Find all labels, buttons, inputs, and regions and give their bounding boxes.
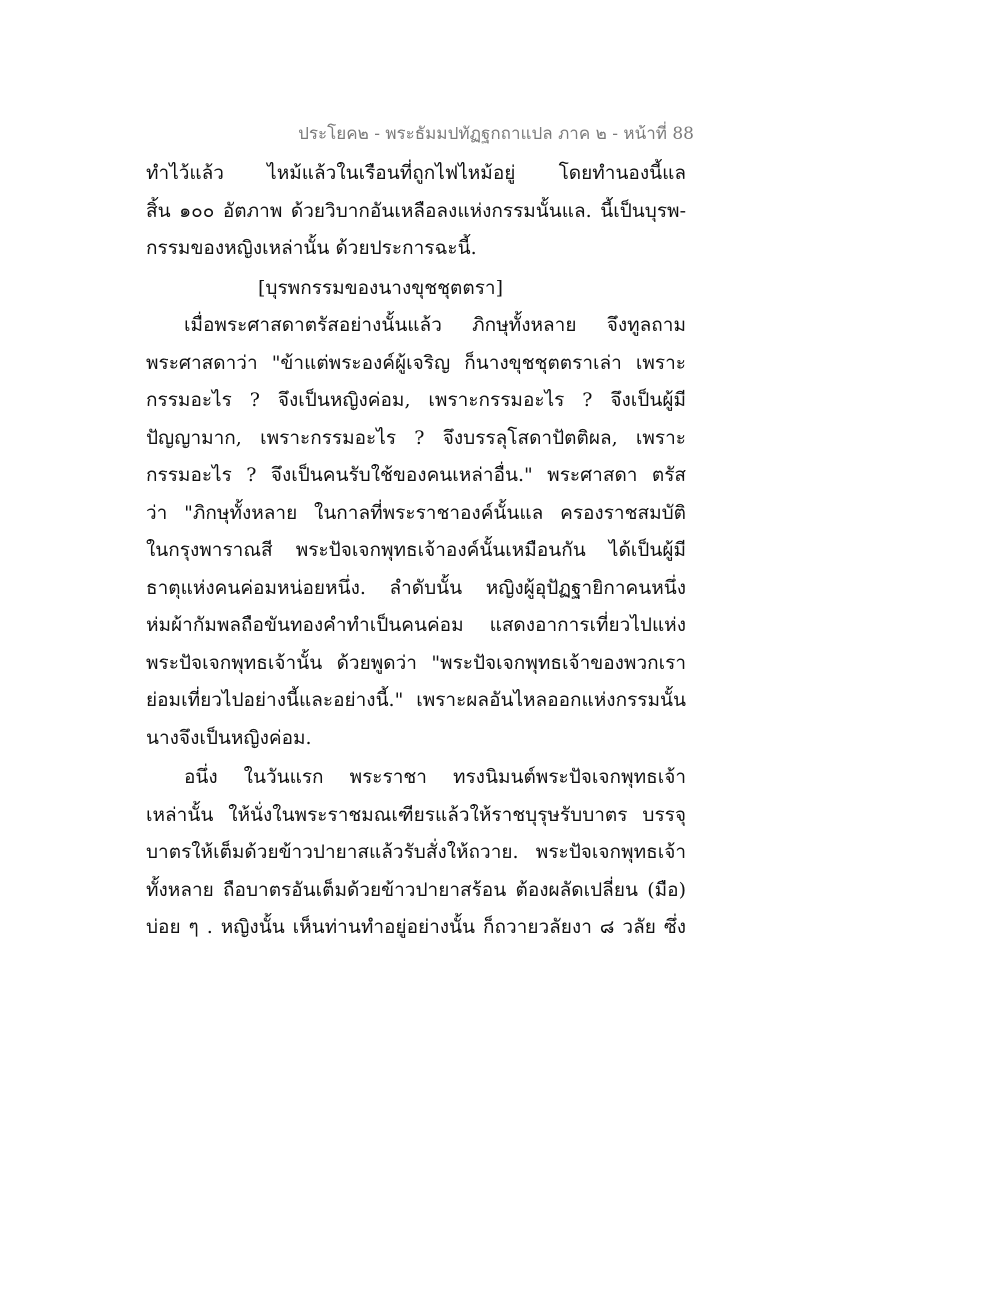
text-line: พระปัจเจกพุทธเจ้านั้น ด้วยพูดว่า "พระปัจเจกพุทธเจ้าของพวกเรา (146, 651, 686, 674)
text-line: ทำไว้แล้ว ไหม้แล้วในเรือนที่ถูกไฟไหม้อยู่ โดยทำนองนี้แล (146, 162, 686, 184)
text-line: พระศาสดาว่า "ข้าแต่พระองค์ผู้เจริญ ก็นางขุชชุตตราเล่า เพราะ (146, 351, 686, 374)
body-text (146, 155, 686, 947)
text-line: สิ้น ๑๐๐ อัตภาพ ด้วยวิบากอันเหลือลงแห่งกรรมนั้นแล. นี้เป็นบุรพ- (146, 199, 686, 222)
text-line: ทั้งหลาย ถือบาตรอันเต็มด้วยข้าวปายาสร้อน ต้องผลัดเปลี่ยน (มือ) (146, 878, 686, 901)
text-line: ห่มผ้ากัมพลถือขันทองคำทำเป็นคนค่อม แสดงอาการเที่ยวไปแห่ง (146, 614, 686, 636)
text-line: บาตรให้เต็มด้วยข้าวปายาสแล้วรับสั่งให้ถวาย. พระปัจเจกพุทธเจ้า (146, 841, 686, 863)
text-line: ธาตุแห่งคนค่อมหน่อยหนึ่ง. ลำดับนั้น หญิงผู้อุปัฏฐายิกาคนหนึ่ง (146, 576, 686, 599)
text-line: เมื่อพระศาสดาตรัสอย่างนั้นแล้ว ภิกษุทั้งหลาย จึงทูลถาม (184, 314, 686, 336)
text-line: กรรมอะไร ? จึงเป็นคนรับใช้ของคนเหล่าอื่น." พระศาสดา ตรัส (146, 464, 686, 486)
text-line: ย่อมเที่ยวไปอย่างนี้และอย่างนี้." เพราะผลอันไหลออกแห่งกรรมนั้น (146, 689, 686, 711)
text-line: ในกรุงพาราณสี พระปัจเจกพุทธเจ้าองค์นั้นเหมือนกัน ได้เป็นผู้มี (146, 539, 686, 561)
text-line: อนึ่ง ในวันแรก พระราชา ทรงนิมนต์พระปัจเจกพุทธเจ้า (184, 766, 686, 788)
text-line: เหล่านั้น ให้นั่งในพระราชมณเฑียรแล้วให้ราชบุรุษรับบาตร บรรจุ (146, 803, 686, 826)
text-line: กรรมอะไร ? จึงเป็นหญิงค่อม, เพราะกรรมอะไร ? จึงเป็นผู้มี (146, 389, 686, 411)
text-line: บ่อย ๆ . หญิงนั้น เห็นท่านทำอยู่อย่างนั้น ก็ถวายวลัยงา ๘ วลัย ซึ่ง (146, 916, 686, 938)
running-header: ประโยค๒ - พระธัมมปทัฏฐกถาแปล ภาค ๒ - หน้าที่ 88 (298, 124, 694, 144)
section-heading: [บุรพกรรมของนางขุชชุตตรา] (258, 276, 503, 299)
text-line: ปัญญามาก, เพราะกรรมอะไร ? จึงบรรลุโสดาปัตติผล, เพราะ (146, 426, 686, 449)
text-line: ว่า "ภิกษุทั้งหลาย ในกาลที่พระราชาองค์นั้นแล ครองราชสมบัติ (146, 501, 686, 524)
text-line: กรรมของหญิงเหล่านั้น ด้วยประการฉะนี้. (146, 237, 477, 259)
text-line: นางจึงเป็นหญิงค่อม. (146, 726, 312, 749)
